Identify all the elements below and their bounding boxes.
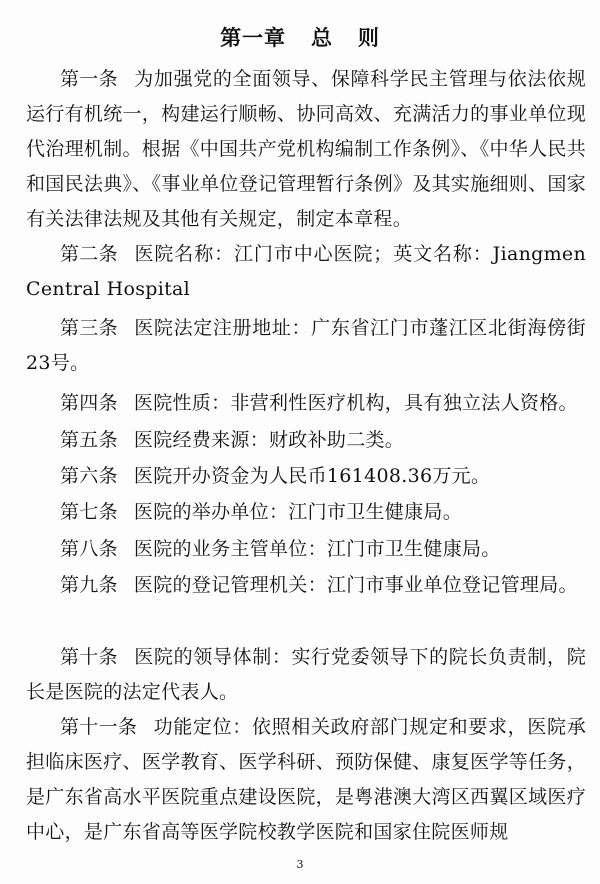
article-text: 功能定位：依照相关政府部门规定和要求，医院承担临床医疗、医学教育、医学科研、预防保健、康复医学等任务，是广东省高水平医院重点建设医院，是粤港澳大湾区西翼区域医疗中心，是广东省高等医学院校教学医院和国家住院医师规 bbox=[26, 716, 586, 843]
article-text: 医院名称：江门市中心医院；英文名称：Jiangmen Central Hospital bbox=[26, 243, 586, 300]
article-7 bbox=[26, 495, 586, 530]
article-label: 第四条 bbox=[60, 392, 118, 414]
article-10 bbox=[26, 640, 586, 710]
article-8 bbox=[26, 532, 586, 567]
article-text: 医院的领导体制：实行党委领导下的院长负责制，院长是医院的法定代表人。 bbox=[26, 646, 586, 703]
article-3 bbox=[26, 311, 586, 381]
article-text: 为加强党的全面领导、保障科学民主管理与依法依规运行有机统一，构建运行顺畅、协同高效、充满活力的事业单位现代治理机制。根据《中国共产党机构编制工作条例》、《中华人民共和国民法典》、《事业单位登记管理暂行条例》及其实施细则、国家有关法律法规及其他有关规定，制定本章程。 bbox=[26, 68, 587, 230]
article-6 bbox=[26, 459, 586, 494]
page-number: 3 bbox=[296, 858, 304, 871]
article-text: 医院的登记管理机关：江门市事业单位登记管理局。 bbox=[133, 574, 578, 596]
article-text: 医院开办资金为人民币161408.36万元。 bbox=[133, 465, 491, 487]
article-5 bbox=[26, 423, 586, 458]
article-text: 医院性质：非营利性医疗机构，具有独立法人资格。 bbox=[133, 392, 578, 414]
article-label: 第一条 bbox=[60, 68, 118, 90]
chapter-title: 第一章 总 则 bbox=[220, 26, 380, 50]
article-label: 第九条 bbox=[60, 574, 118, 596]
article-label: 第十条 bbox=[60, 646, 118, 668]
article-text: 医院的业务主管单位：江门市卫生健康局。 bbox=[133, 538, 501, 560]
article-9 bbox=[26, 568, 586, 603]
article-label: 第六条 bbox=[60, 465, 118, 487]
article-label: 第三条 bbox=[60, 317, 118, 339]
article-label: 第五条 bbox=[60, 429, 118, 451]
article-2 bbox=[26, 237, 586, 307]
article-11 bbox=[26, 710, 586, 850]
article-text: 医院法定注册地址：广东省江门市蓬江区北街海傍街23号。 bbox=[26, 317, 586, 374]
article-label: 第二条 bbox=[60, 243, 118, 265]
article-label: 第八条 bbox=[60, 538, 118, 560]
article-text: 医院的举办单位：江门市卫生健康局。 bbox=[133, 501, 463, 523]
article-1 bbox=[26, 62, 586, 237]
article-label: 第七条 bbox=[60, 501, 118, 523]
article-4 bbox=[26, 386, 586, 421]
article-text: 医院经费来源：财政补助二类。 bbox=[133, 429, 405, 451]
article-label: 第十一条 bbox=[60, 716, 138, 738]
